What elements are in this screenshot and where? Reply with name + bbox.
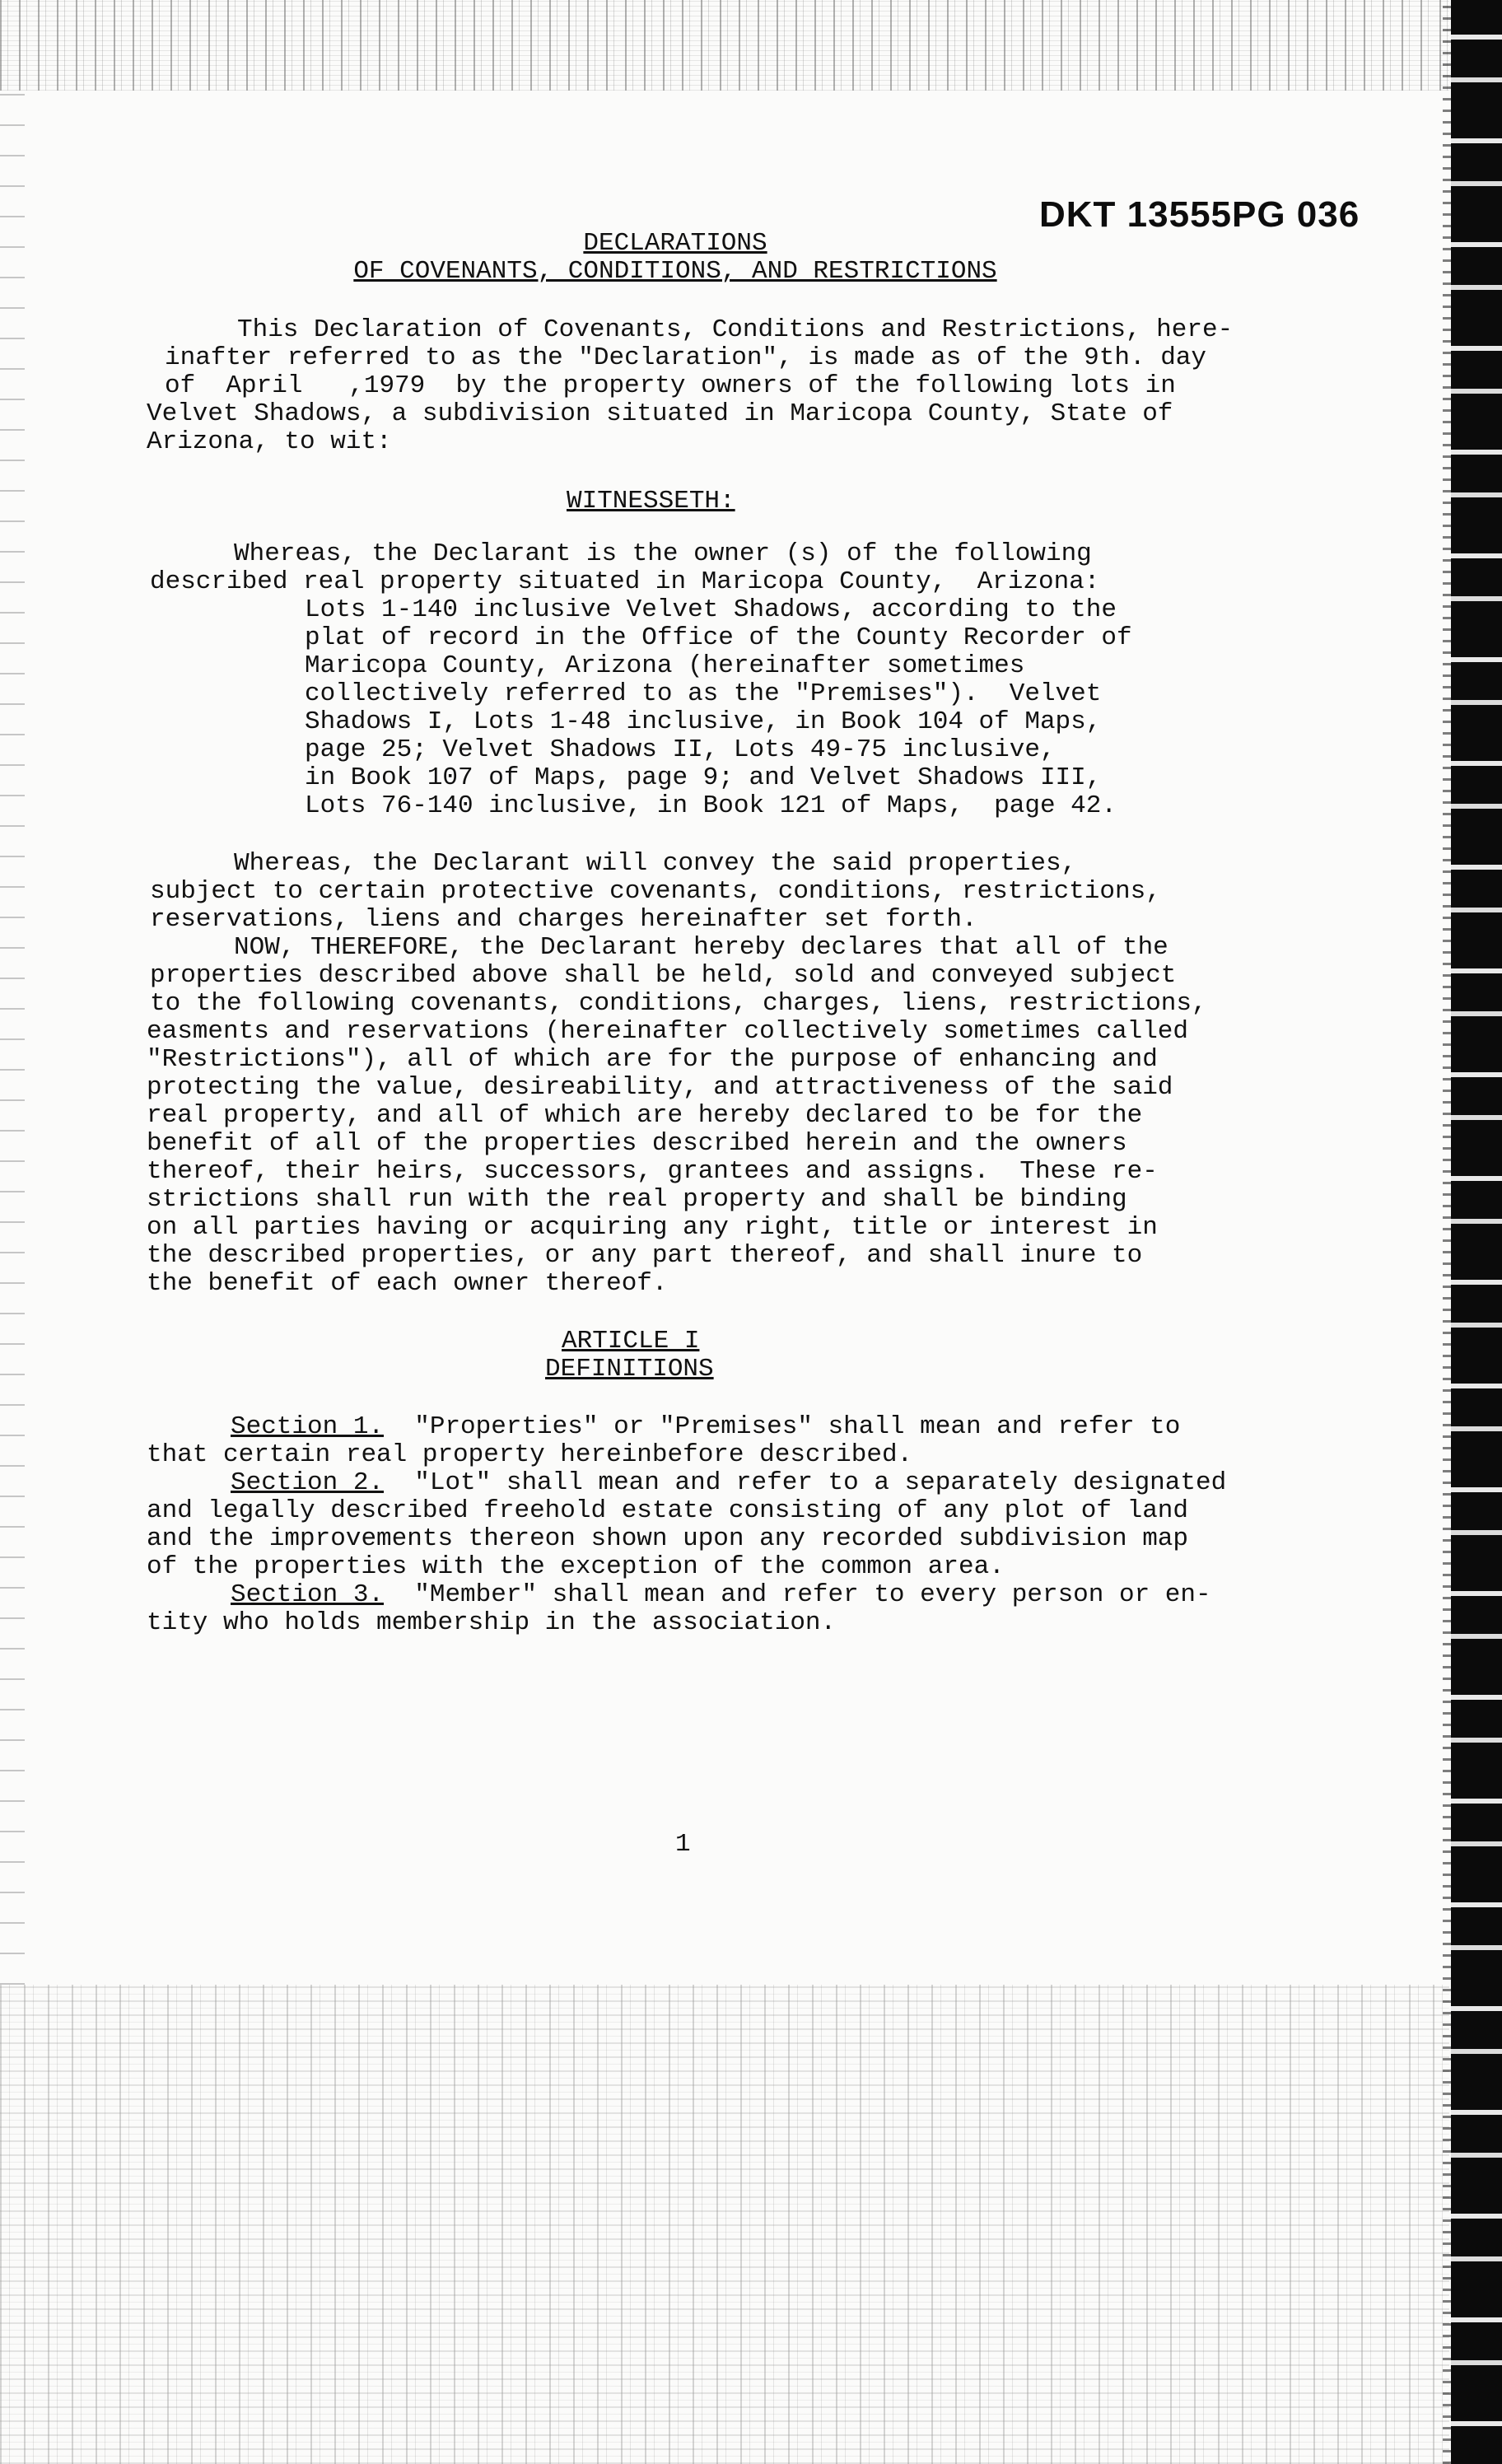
now-therefore-line: the described properties, or any part thereof, and shall inure to bbox=[147, 1241, 1143, 1270]
section-2-text: and legally described freehold estate consisting of any plot of land bbox=[147, 1496, 1189, 1525]
whereas-line: Whereas, the Declarant is the owner (s) of the following bbox=[234, 539, 1092, 568]
lots-line: in Book 107 of Maps, page 9; and Velvet Shadows III, bbox=[305, 763, 1102, 792]
now-therefore-line: "Restrictions"), all of which are for the purpose of enhancing and bbox=[147, 1045, 1158, 1074]
section-2-text: of the properties with the exception of the common area. bbox=[147, 1552, 1005, 1581]
now-therefore-line: real property, and all of which are hereby declared to be for the bbox=[147, 1101, 1143, 1130]
lots-line: Maricopa County, Arizona (hereinafter sometimes bbox=[305, 651, 1025, 680]
now-therefore-line: thereof, their heirs, successors, grantees and assigns. These re- bbox=[147, 1157, 1158, 1186]
section-1 bbox=[231, 1413, 1180, 1441]
now-therefore-line: on all parties having or acquiring any right, title or interest in bbox=[147, 1213, 1158, 1242]
page-number: 1 bbox=[675, 1830, 691, 1859]
intro-line: This Declaration of Covenants, Conditions and Restrictions, here- bbox=[237, 315, 1234, 344]
lots-line: Lots 76-140 inclusive, in Book 121 of Maps, page 42. bbox=[305, 791, 1117, 820]
lots-line: collectively referred to as the "Premises"). Velvet bbox=[305, 679, 1102, 708]
section-2-text: "Lot" shall mean and refer to a separately designated bbox=[384, 1468, 1227, 1497]
section-1-text: "Properties" or "Premises" shall mean and refer to bbox=[384, 1412, 1181, 1441]
section-3-text: tity who holds membership in the association. bbox=[147, 1608, 837, 1637]
lots-line: page 25; Velvet Shadows II, Lots 49-75 inclusive, bbox=[305, 735, 1056, 764]
article-heading: ARTICLE I bbox=[562, 1327, 700, 1356]
now-therefore-line: protecting the value, desireability, and attractiveness of the said bbox=[147, 1073, 1173, 1102]
intro-line: inafter referred to as the "Declaration", is made as of the 9th. day bbox=[165, 343, 1207, 372]
now-therefore-line: properties described above shall be held, sold and conveyed subject bbox=[150, 961, 1177, 990]
recording-stamp: DKT 13555PG 036 bbox=[1039, 194, 1360, 235]
witnesseth-heading: WITNESSETH: bbox=[567, 487, 735, 516]
whereas-line: subject to certain protective covenants, conditions, restrictions, bbox=[150, 877, 1161, 906]
lots-line: Lots 1-140 inclusive Velvet Shadows, according to the bbox=[305, 595, 1117, 624]
intro-line: of April ,1979 by the property owners of the following lots in bbox=[165, 371, 1176, 400]
title-line-1: DECLARATIONS bbox=[583, 229, 767, 258]
scan-edge-right bbox=[1451, 0, 1502, 2464]
scan-edge-shadow bbox=[1443, 0, 1451, 2464]
whereas-line: described real property situated in Maricopa County, Arizona: bbox=[150, 567, 1100, 596]
intro-line: Velvet Shadows, a subdivision situated in Maricopa County, State of bbox=[147, 399, 1173, 428]
now-therefore-line: strictions shall run with the real property and shall be binding bbox=[147, 1185, 1127, 1214]
whereas-line: reservations, liens and charges hereinafter set forth. bbox=[150, 905, 977, 934]
section-1-label: Section 1. bbox=[231, 1412, 385, 1441]
section-3-text: "Member" shall mean and refer to every person or en- bbox=[384, 1580, 1211, 1609]
lots-line: plat of record in the Office of the County Recorder of bbox=[305, 623, 1132, 652]
lots-line: Shadows I, Lots 1-48 inclusive, in Book 104 of Maps, bbox=[305, 707, 1102, 736]
scan-noise-top bbox=[0, 0, 1449, 91]
now-therefore-line: easments and reservations (hereinafter collectively sometimes called bbox=[147, 1017, 1189, 1046]
now-therefore-line: to the following covenants, conditions, charges, liens, restrictions, bbox=[150, 989, 1207, 1018]
now-therefore-line: the benefit of each owner thereof. bbox=[147, 1269, 668, 1298]
scan-noise-left bbox=[0, 91, 25, 1985]
whereas-line: Whereas, the Declarant will convey the said properties, bbox=[234, 849, 1077, 878]
section-2-label: Section 2. bbox=[231, 1468, 385, 1497]
section-3-label: Section 3. bbox=[231, 1580, 385, 1609]
intro-line: Arizona, to wit: bbox=[147, 427, 392, 456]
scan-noise-bottom bbox=[0, 1985, 1449, 2464]
section-3 bbox=[231, 1581, 1211, 1609]
section-2 bbox=[231, 1469, 1226, 1497]
section-2-text: and the improvements thereon shown upon any recorded subdivision map bbox=[147, 1524, 1189, 1553]
now-therefore-line: NOW, THEREFORE, the Declarant hereby declares that all of the bbox=[234, 933, 1168, 962]
title-line-2: OF COVENANTS, CONDITIONS, AND RESTRICTIONS bbox=[353, 257, 997, 286]
now-therefore-line: benefit of all of the properties described herein and the owners bbox=[147, 1129, 1127, 1158]
section-1-text: that certain real property hereinbefore described. bbox=[147, 1440, 913, 1469]
article-subheading: DEFINITIONS bbox=[545, 1355, 714, 1384]
